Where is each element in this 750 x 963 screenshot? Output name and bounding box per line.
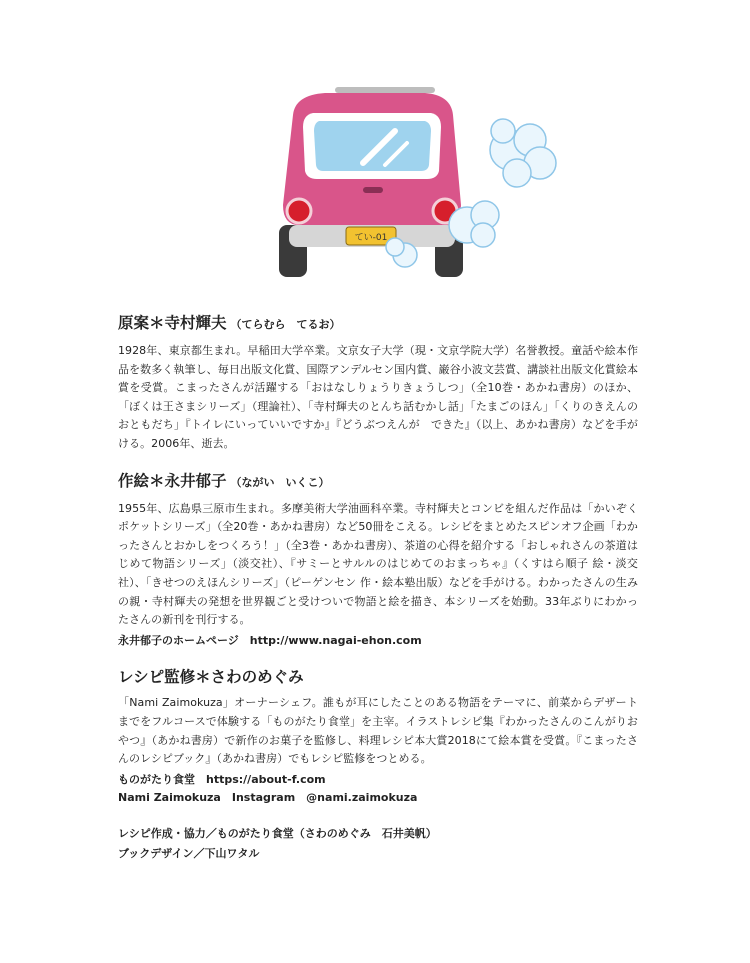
original-author-heading xyxy=(118,312,638,336)
illustrator-bio: 1955年、広島県三原市生まれ。多摩美術大学油画科卒業。寺村輝夫とコンビを組んだ作品は「かいぞくポケットシリーズ」（全20巻・あかね書房）など50冊をこえる。レシピをまとめたスピンオフ企画「わかったさんとおかしをつくろう！」（全3巻・あかね書房）、茶道の心得を紹介する「おしゃれさんの茶道はじめて物語シリーズ」（淡交社）、『サミーとサルルのはじめてのおまっちゃ』（くすはら順子 絵・淡交社）、「きせつのえほんシリーズ」（ピーゲンセン 作・絵本塾出版）などを手がける。わかったさんの生みの親・寺村輝夫の発想を世界観ごと受けついで物語と絵を描き、本シリーズを始動。33年ぶりにわかったさんの新刊を刊行する。 xyxy=(118,501,638,627)
illustrator-section xyxy=(118,470,638,651)
license-plate: てい-01 xyxy=(354,233,388,243)
instagram-link[interactable]: Nami Zaimokuza Instagram @nami.zaimokuza xyxy=(118,791,418,805)
original-author-reading: （てらむら てるお） xyxy=(230,318,341,331)
illustrator-homepage-link[interactable]: 永井郁子のホームページ http://www.nagai-ehon.com xyxy=(118,633,422,647)
recipe-supervisor-bio: 「Nami Zaimokuza」オーナーシェフ。誰もが耳にしたことのある物語をテーマに、前菜からデザートまでをフルコースで体験する「ものがたり食堂」を主宰。イラストレシピ集『わかったさんのこんがりおやつ』（あかね書房）で新作のお菓子を監修し、料理レシピ本大賞2018にて絵本賞を受賞。『こまったさんのレシピブック』（あかね書房）でもレシピ監修をつとめる。 xyxy=(118,696,638,766)
recipe-supervisor-section xyxy=(118,666,638,808)
recipe-credit: レシピ作成・協力／ものがたり食堂（さわのめぐみ 石井美帆） xyxy=(118,826,437,840)
illustrator-heading xyxy=(118,470,638,494)
original-author-bio: 1928年、東京都生まれ。早稲田大学卒業。文京女子大学（現・文京学院大学）名誉教授。童話や絵本作品を数多く執筆し、毎日出版文化賞、国際アンデルセン国内賞、巌谷小波文芸賞、講談社出版文化賞絵本賞を受賞。こまったさんが活躍する「おはなしりょうりきょうしつ」（全10巻・あかね書房）のほか、「ぼくは王さまシリーズ」（理論社）、「寺村輝夫のとんち話むかし話」「たまごのほん」「くりのきえんのおともだち」『トイレにいっていいですか』『どうぶつえんが できた』（以上、あかね書房）などを手がける。2006年、逝去。 xyxy=(118,344,638,450)
credits xyxy=(118,824,638,864)
design-credit: ブックデザイン／下山ワタル xyxy=(118,846,260,860)
car-rear-icon xyxy=(255,75,560,285)
illustrator-title: 作絵＊永井郁子 xyxy=(118,471,227,490)
car-illustration xyxy=(255,75,560,285)
monogatari-shokudo-link[interactable]: ものがたり食堂 https://about-f.com xyxy=(118,772,326,786)
recipe-supervisor-title: レシピ監修＊さわのめぐみ xyxy=(118,668,304,687)
author-profiles xyxy=(118,312,638,864)
original-author-title: 原案＊寺村輝夫 xyxy=(118,314,227,332)
illustrator-reading: （ながい いくこ） xyxy=(230,475,330,489)
original-author-section xyxy=(118,312,638,454)
